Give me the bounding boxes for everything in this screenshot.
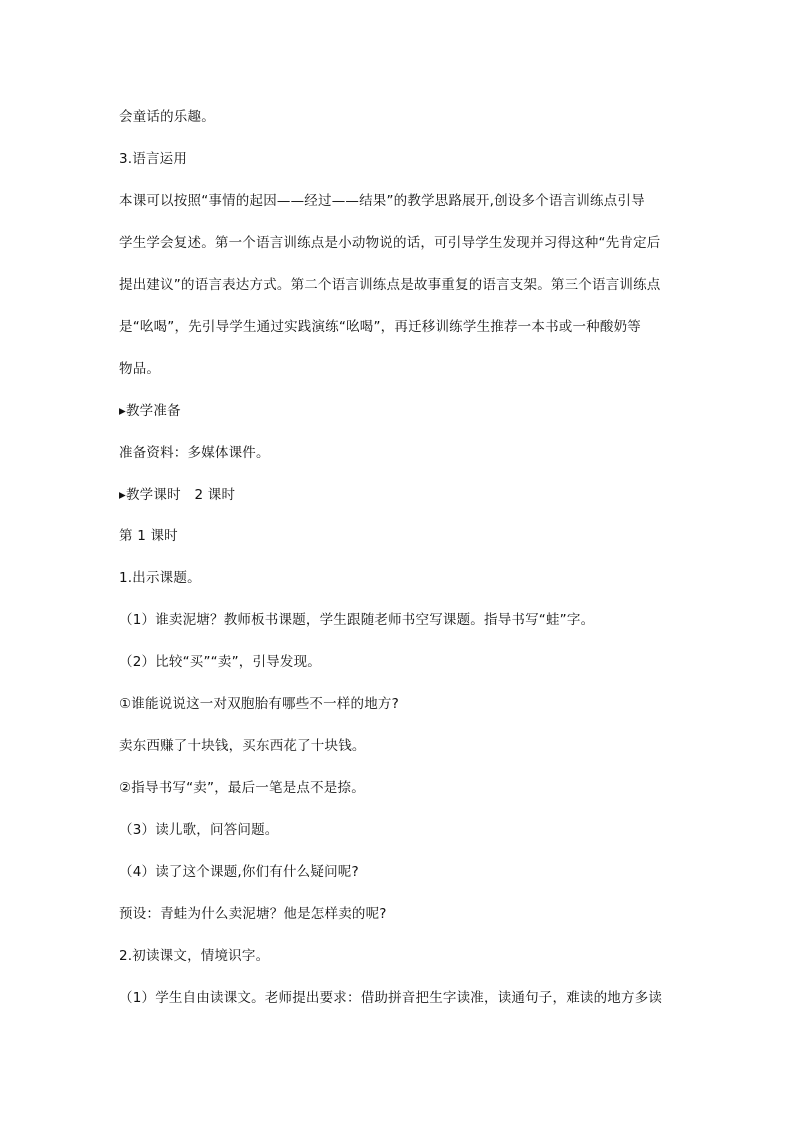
step-heading-2: 2.初读课文，情境识字。: [119, 948, 270, 964]
text-line-3: 本课可以按照“事情的起因——经过——结果”的教学思路展开,创设多个语言训练点引导: [119, 193, 645, 209]
text-line-20: 预设：青蛙为什么卖泥塘？他是怎样卖的呢?: [119, 906, 387, 922]
text-line-17: ②指导书写“卖”，最后一笔是点不是捺。: [119, 780, 365, 796]
text-line-16: 卖东西赚了十块钱，买东西花了十块钱。: [119, 738, 366, 754]
text-line-22: （1）学生自由读课文。老师提出要求：借助拼音把生字读准，读通句子，难读的地方多读: [119, 990, 663, 1006]
text-line-9: 准备资料：多媒体课件。: [119, 445, 270, 461]
text-line-18: （3）读儿歌，问答问题。: [119, 822, 279, 838]
lesson-heading: 第 1 课时: [119, 528, 178, 544]
text-line-7: 物品。: [119, 361, 161, 377]
section-heading-teaching-prep: ▸教学准备: [119, 403, 181, 419]
step-heading-1: 1.出示课题。: [119, 570, 201, 586]
section-heading-teaching-hours: ▸教学课时 2 课时: [119, 487, 236, 503]
text-line-19: （4）读了这个课题,你们有什么疑问呢?: [119, 864, 359, 880]
text-line-5: 提出建议”的语言表达方式。第二个语言训练点是故事重复的语言支架。第三个语言训练点: [119, 277, 661, 293]
text-line-14: （2）比较“买”“卖”，引导发现。: [119, 654, 321, 670]
text-line-13: （1）谁卖泥塘？教师板书课题，学生跟随老师书空写课题。指导书写“蛙”字。: [119, 612, 595, 628]
text-line-4: 学生学会复述。第一个语言训练点是小动物说的话，可引导学生发现并习得这种“先肯定后: [119, 235, 661, 251]
text-line-6: 是“吆喝”，先引导学生通过实践演练“吆喝”，再迁移训练学生推荐一本书或一种酸奶等: [119, 319, 641, 335]
text-line-15: ①谁能说说这一对双胞胎有哪些不一样的地方?: [119, 696, 399, 712]
text-line-1: 会童话的乐趣。: [119, 109, 215, 125]
section-heading-language-use: 3.语言运用: [119, 151, 188, 167]
